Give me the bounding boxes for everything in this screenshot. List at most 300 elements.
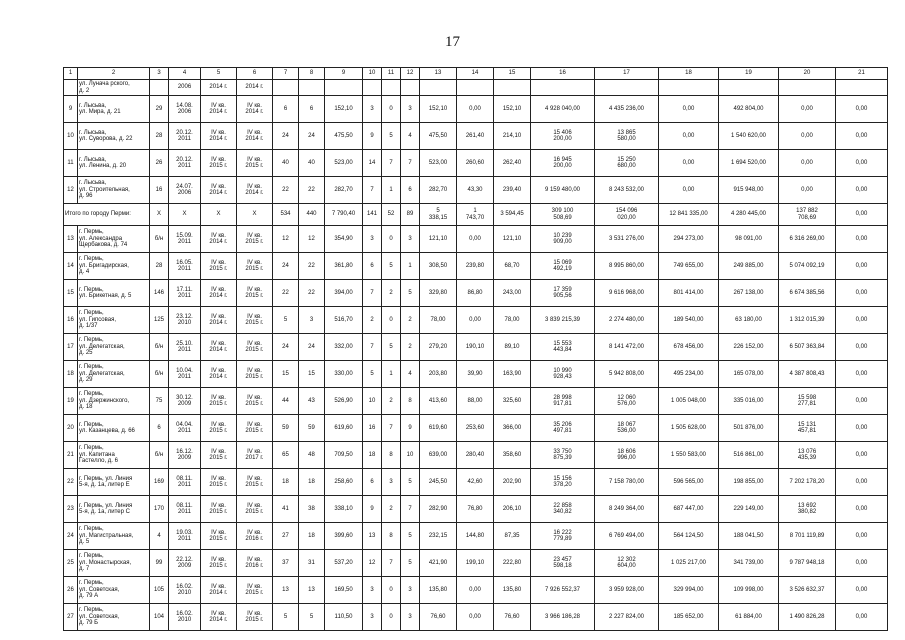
table-cell: 2014 г. — [237, 80, 273, 96]
table-cell: 341 739,00 — [719, 550, 779, 577]
table-cell: X — [201, 204, 237, 226]
table-cell: 190,10 — [457, 334, 494, 361]
table-row — [64, 415, 888, 442]
table-cell: 6 — [363, 469, 382, 496]
table-cell: 13 692 380,82 — [779, 496, 836, 523]
table-row — [64, 334, 888, 361]
table-cell: 152,10 — [420, 96, 457, 123]
table-cell: IV кв. 2015 г. — [237, 307, 273, 334]
table-cell: 239,80 — [457, 253, 494, 280]
table-row — [64, 604, 888, 631]
table-cell: 08.11. 2011 — [169, 496, 201, 523]
table-cell — [836, 80, 888, 96]
table-cell: 41 — [273, 496, 299, 523]
column-header-13: 13 — [420, 68, 457, 80]
table-cell: 329,80 — [420, 280, 457, 307]
table-cell: 3 966 186,28 — [531, 604, 595, 631]
table-cell: IV кв. 2015 г. — [237, 469, 273, 496]
table-cell: 99 — [150, 550, 169, 577]
table-cell: 9 616 968,00 — [595, 280, 659, 307]
table-cell: 202,90 — [494, 469, 531, 496]
table-cell: 13 — [64, 226, 78, 253]
table-cell: 17.11. 2011 — [169, 280, 201, 307]
table-row — [64, 80, 888, 96]
table-cell: 15 598 277,81 — [779, 388, 836, 415]
address-cell: г. Лысьва, ул. Ленина, д. 20 — [78, 150, 150, 177]
table-cell: 2 227 824,00 — [595, 604, 659, 631]
table-cell — [363, 80, 382, 96]
table-cell: 915 948,00 — [719, 177, 779, 204]
table-cell: 24 — [299, 334, 325, 361]
table-cell: 8 243 532,00 — [595, 177, 659, 204]
table-cell: 1 025 217,00 — [659, 550, 719, 577]
table-row — [64, 550, 888, 577]
table-cell — [299, 80, 325, 96]
table-cell: 7 — [382, 415, 401, 442]
table-cell: 308,50 — [420, 253, 457, 280]
table-cell: 0,00 — [457, 577, 494, 604]
table-cell: 12 — [64, 177, 78, 204]
table-row — [64, 496, 888, 523]
table-cell: 3 959 928,00 — [595, 577, 659, 604]
table-cell: 30.12. 2009 — [169, 388, 201, 415]
table-cell: 15 — [299, 361, 325, 388]
table-cell: 639,00 — [420, 442, 457, 469]
table-cell: 88,00 — [457, 388, 494, 415]
table-cell: 18 067 536,00 — [595, 415, 659, 442]
table-cell: 43 — [299, 388, 325, 415]
table-cell: 15 250 680,00 — [595, 150, 659, 177]
table-cell: 332,00 — [325, 334, 363, 361]
table-cell: 501 876,00 — [719, 415, 779, 442]
table-cell: 19 — [64, 388, 78, 415]
table-cell: IV кв. 2014 г. — [237, 177, 273, 204]
table-cell: 495 234,00 — [659, 361, 719, 388]
table-cell: 537,20 — [325, 550, 363, 577]
table-cell: 146 — [150, 280, 169, 307]
table-cell: 7 — [382, 150, 401, 177]
table-cell: 7 158 780,00 — [595, 469, 659, 496]
table-cell: 9 159 480,00 — [531, 177, 595, 204]
table-cell: 8 141 472,00 — [595, 334, 659, 361]
table-cell: 5 — [401, 523, 420, 550]
table-cell: 22 858 340,82 — [531, 496, 595, 523]
table-cell: 5 074 092,19 — [779, 253, 836, 280]
table-cell: б/н — [150, 226, 169, 253]
table-row — [64, 226, 888, 253]
table-cell: 22 — [299, 177, 325, 204]
table-row — [64, 96, 888, 123]
table-cell: IV кв. 2015 г. — [201, 388, 237, 415]
table-cell: 4 — [150, 523, 169, 550]
table-cell: 0,00 — [836, 361, 888, 388]
table-cell: 189 540,00 — [659, 307, 719, 334]
table-cell: 2 274 480,00 — [595, 307, 659, 334]
table-cell: 4 435 236,00 — [595, 96, 659, 123]
table-cell: 12 302 604,00 — [595, 550, 659, 577]
table-cell: 1 312 015,39 — [779, 307, 836, 334]
table-cell: 361,80 — [325, 253, 363, 280]
table-cell: 3 — [401, 604, 420, 631]
table-cell: 0 — [382, 226, 401, 253]
table-cell: 5 — [382, 334, 401, 361]
table-cell: 199,10 — [457, 550, 494, 577]
table-cell: 15 131 457,81 — [779, 415, 836, 442]
table-cell: IV кв. 2015 г. — [237, 280, 273, 307]
table-cell: 3 — [363, 96, 382, 123]
table-cell: 59 — [299, 415, 325, 442]
address-cell: г. Пермь, ул. Бригадирская, д. 4 — [78, 253, 150, 280]
table-cell: 24 — [273, 123, 299, 150]
table-cell: 22 — [273, 177, 299, 204]
table-cell: IV кв. 2017 г. — [237, 442, 273, 469]
column-header-8: 8 — [299, 68, 325, 80]
table-cell: 0,00 — [457, 226, 494, 253]
table-cell: 27 — [64, 604, 78, 631]
table-cell: 8 — [401, 388, 420, 415]
column-header-5: 5 — [201, 68, 237, 80]
table-cell — [457, 80, 494, 96]
table-cell: 2 — [382, 280, 401, 307]
table-cell: 709,50 — [325, 442, 363, 469]
table-cell: 523,00 — [420, 150, 457, 177]
table-cell: 9 787 948,18 — [779, 550, 836, 577]
table-cell: 23 — [64, 496, 78, 523]
table-cell: 6 — [363, 253, 382, 280]
table-cell — [325, 80, 363, 96]
table-cell: IV кв. 2015 г. — [237, 415, 273, 442]
table-cell: X — [169, 204, 201, 226]
table-cell: IV кв. 2014 г. — [237, 123, 273, 150]
table-row — [64, 150, 888, 177]
table-cell: 0,00 — [836, 253, 888, 280]
table-cell: 309 100 508,69 — [531, 204, 595, 226]
table-cell: 109 998,00 — [719, 577, 779, 604]
table-cell: 125 — [150, 307, 169, 334]
table-cell — [64, 80, 78, 96]
table-cell: 12 841 335,00 — [659, 204, 719, 226]
table-cell: IV кв. 2015 г. — [201, 550, 237, 577]
table-cell: 0,00 — [836, 150, 888, 177]
table-cell: IV кв. 2015 г. — [201, 253, 237, 280]
address-cell: г. Пермь, ул. Советская, д. 79 Б — [78, 604, 150, 631]
table-cell: 8 — [382, 442, 401, 469]
table-cell: 9 — [363, 123, 382, 150]
table-row — [64, 442, 888, 469]
table-cell: 48 — [299, 442, 325, 469]
address-cell: г. Пермь, ул. Казанцева, д. 66 — [78, 415, 150, 442]
table-cell: 338,10 — [325, 496, 363, 523]
table-cell: 59 — [273, 415, 299, 442]
table-cell: IV кв. 2015 г. — [237, 496, 273, 523]
table-cell: 10.04. 2011 — [169, 361, 201, 388]
table-cell: 329 994,00 — [659, 577, 719, 604]
table-cell: 475,50 — [420, 123, 457, 150]
table-cell: IV кв. 2015 г. — [237, 361, 273, 388]
table-cell: 22.12. 2009 — [169, 550, 201, 577]
column-header-20: 20 — [779, 68, 836, 80]
table-row — [64, 577, 888, 604]
table-cell: 15 — [64, 280, 78, 307]
table-cell: 749 655,00 — [659, 253, 719, 280]
table-cell: 24 — [273, 253, 299, 280]
table-cell: 26 — [64, 577, 78, 604]
table-cell: 20.12. 2011 — [169, 123, 201, 150]
table-cell: 6 — [273, 96, 299, 123]
table-cell: IV кв. 2014 г. — [201, 226, 237, 253]
table-cell: 6 — [150, 415, 169, 442]
table-cell: 0,00 — [836, 280, 888, 307]
table-cell: 7 202 178,20 — [779, 469, 836, 496]
column-header-18: 18 — [659, 68, 719, 80]
table-cell: 89 — [401, 204, 420, 226]
table-cell: 16.05. 2011 — [169, 253, 201, 280]
table-cell: 282,70 — [420, 177, 457, 204]
table-cell: 40 — [299, 150, 325, 177]
table-cell: 33 750 875,39 — [531, 442, 595, 469]
table-cell: IV кв. 2015 г. — [201, 469, 237, 496]
table-cell: 28 — [150, 253, 169, 280]
column-header-6: 6 — [237, 68, 273, 80]
table-cell: 399,60 — [325, 523, 363, 550]
address-cell: г. Пермь, ул. Александра Щербакова, д. 74 — [78, 226, 150, 253]
address-cell: г. Пермь, ул. Линия 5-я, д. 1а, литер С — [78, 496, 150, 523]
table-cell: 7 — [401, 150, 420, 177]
column-header-4: 4 — [169, 68, 201, 80]
table-cell: 04.04. 2011 — [169, 415, 201, 442]
column-header-7: 7 — [273, 68, 299, 80]
table-cell: 279,20 — [420, 334, 457, 361]
table-cell: 9 — [401, 415, 420, 442]
column-header-9: 9 — [325, 68, 363, 80]
table-cell: 16.12. 2009 — [169, 442, 201, 469]
table-cell: IV кв. 2015 г. — [237, 604, 273, 631]
table-cell: 12 060 576,00 — [595, 388, 659, 415]
table-cell: 28 998 917,81 — [531, 388, 595, 415]
table-cell: 169,50 — [325, 577, 363, 604]
table-cell: 10 — [64, 123, 78, 150]
table-cell: IV кв. 2014 г. — [201, 123, 237, 150]
table-cell: IV кв. 2014 г. — [201, 334, 237, 361]
table-cell: 3 839 215,39 — [531, 307, 595, 334]
table-cell: 262,40 — [494, 150, 531, 177]
page-number: 17 — [445, 34, 460, 50]
table-cell: 16 — [363, 415, 382, 442]
column-header-21: 21 — [836, 68, 888, 80]
table-cell: 8 — [382, 523, 401, 550]
table-cell: 17 359 905,56 — [531, 280, 595, 307]
table-cell — [531, 80, 595, 96]
table-cell — [779, 80, 836, 96]
table-cell: 22 — [273, 280, 299, 307]
table-row — [64, 177, 888, 204]
table-cell: 169 — [150, 469, 169, 496]
address-cell: г. Пермь, ул. Советская, д. 79 А — [78, 577, 150, 604]
table-cell: 1 490 826,28 — [779, 604, 836, 631]
table-cell: 0 — [382, 604, 401, 631]
table-cell: 0,00 — [836, 523, 888, 550]
table-cell: 14.08. 2006 — [169, 96, 201, 123]
table-cell: 7 790,40 — [325, 204, 363, 226]
table-cell: 13 076 435,39 — [779, 442, 836, 469]
table-cell: 5 — [299, 604, 325, 631]
table-cell: 0,00 — [836, 123, 888, 150]
address-cell: г. Пермь, ул. Делегатская, д. 29 — [78, 361, 150, 388]
table-cell: 14 — [363, 150, 382, 177]
table-cell: 3 — [401, 577, 420, 604]
table-cell: 154 096 020,00 — [595, 204, 659, 226]
table-cell: IV кв. 2014 г. — [201, 307, 237, 334]
table-cell: 5 942 808,00 — [595, 361, 659, 388]
table-cell: 3 — [299, 307, 325, 334]
table-cell: 0 — [382, 577, 401, 604]
table-cell: 11 — [64, 150, 78, 177]
table-cell: IV кв. 2015 г. — [201, 496, 237, 523]
table-cell: 243,00 — [494, 280, 531, 307]
table-cell: 3 — [401, 96, 420, 123]
table-cell: 18 606 996,00 — [595, 442, 659, 469]
table-cell: 98 091,00 — [719, 226, 779, 253]
table-cell: 35 206 497,81 — [531, 415, 595, 442]
table-cell: 2 — [382, 496, 401, 523]
table-cell: 86,80 — [457, 280, 494, 307]
table-cell: 61 884,00 — [719, 604, 779, 631]
table-cell: 5 — [273, 307, 299, 334]
column-header-2: 2 — [78, 68, 150, 80]
table-cell: 249 885,00 — [719, 253, 779, 280]
table-cell — [420, 80, 457, 96]
table-cell: 5 — [401, 280, 420, 307]
table-cell: IV кв. 2015 г. — [237, 253, 273, 280]
table-cell — [382, 80, 401, 96]
table-cell: 7 — [363, 280, 382, 307]
table-cell: 440 — [299, 204, 325, 226]
table-cell: 43,30 — [457, 177, 494, 204]
table-cell — [659, 80, 719, 96]
table-cell: 12 — [273, 226, 299, 253]
table-cell: 358,60 — [494, 442, 531, 469]
table-cell: 1 694 520,00 — [719, 150, 779, 177]
table-cell: 24 — [273, 334, 299, 361]
table-cell: 37 — [273, 550, 299, 577]
table-cell: 3 — [401, 226, 420, 253]
table-cell: 141 — [363, 204, 382, 226]
table-cell: 354,90 — [325, 226, 363, 253]
table-cell: 5 — [382, 253, 401, 280]
table-cell: 18 — [273, 469, 299, 496]
table-cell: 5 — [363, 361, 382, 388]
table-cell: 7 — [363, 177, 382, 204]
table-cell: 330,00 — [325, 361, 363, 388]
column-header-14: 14 — [457, 68, 494, 80]
table-cell: 15 069 492,19 — [531, 253, 595, 280]
table-cell: 18 — [363, 442, 382, 469]
table-cell: 3 — [363, 577, 382, 604]
table-cell: 596 565,00 — [659, 469, 719, 496]
table-cell: 75 — [150, 388, 169, 415]
table-cell: 135,80 — [494, 577, 531, 604]
table-cell: 4 — [401, 123, 420, 150]
table-cell: 2014 г. — [201, 80, 237, 96]
table-cell: 0,00 — [836, 496, 888, 523]
table-cell: 294 273,00 — [659, 226, 719, 253]
table-cell — [273, 80, 299, 96]
table-cell: 28 — [150, 123, 169, 150]
table-cell: 121,10 — [494, 226, 531, 253]
city-total-row — [64, 204, 888, 226]
table-row — [64, 307, 888, 334]
column-header-12: 12 — [401, 68, 420, 80]
total-label-cell: Итого по городу Перми: — [64, 204, 150, 226]
table-cell: 78,00 — [420, 307, 457, 334]
table-cell: 152,10 — [325, 96, 363, 123]
table-cell: 10 — [363, 388, 382, 415]
table-cell: 29 — [150, 96, 169, 123]
table-cell: 4 387 808,43 — [779, 361, 836, 388]
table-cell: 619,60 — [420, 415, 457, 442]
column-header-1: 1 — [64, 68, 78, 80]
table-cell: 42,60 — [457, 469, 494, 496]
address-cell: г. Лысьва, ул. Строительная, д. 96 — [78, 177, 150, 204]
table-cell: 6 — [299, 96, 325, 123]
table-cell: 5 — [401, 550, 420, 577]
table-cell: 4 928 040,00 — [531, 96, 595, 123]
table-cell: 104 — [150, 604, 169, 631]
table-cell — [401, 80, 420, 96]
table-cell: IV кв. 2014 г. — [201, 177, 237, 204]
table-cell: 0,00 — [836, 226, 888, 253]
table-cell: 421,90 — [420, 550, 457, 577]
table-cell: б/н — [150, 361, 169, 388]
table-cell: 6 507 363,84 — [779, 334, 836, 361]
table-cell: 89,10 — [494, 334, 531, 361]
table-cell: 15 — [273, 361, 299, 388]
table-cell: 0 — [382, 96, 401, 123]
table-cell: 3 — [363, 226, 382, 253]
table-cell: 165 078,00 — [719, 361, 779, 388]
table-cell: 185 652,00 — [659, 604, 719, 631]
table-cell: 282,70 — [325, 177, 363, 204]
table-cell: 22 — [299, 253, 325, 280]
table-cell: 1 540 620,00 — [719, 123, 779, 150]
table-cell: 17 — [64, 334, 78, 361]
table-row — [64, 361, 888, 388]
table-cell: 63 180,00 — [719, 307, 779, 334]
table-cell: 25 — [64, 550, 78, 577]
table-cell: 40 — [273, 150, 299, 177]
table-cell: 105 — [150, 577, 169, 604]
table-cell: 0,00 — [457, 96, 494, 123]
column-header-10: 10 — [363, 68, 382, 80]
table-cell: 2 — [401, 307, 420, 334]
table-cell: 4 280 445,00 — [719, 204, 779, 226]
table-cell: 3 — [382, 469, 401, 496]
table-cell: 26 — [150, 150, 169, 177]
table-cell: 6 — [401, 177, 420, 204]
table-cell: 516,70 — [325, 307, 363, 334]
table-cell: 121,10 — [420, 226, 457, 253]
address-cell: г. Пермь, ул. Брикетная, д. 5 — [78, 280, 150, 307]
table-cell: 325,60 — [494, 388, 531, 415]
table-row — [64, 523, 888, 550]
table-cell: 25.10. 2011 — [169, 334, 201, 361]
table-cell: 76,60 — [420, 604, 457, 631]
table-cell: 267 138,00 — [719, 280, 779, 307]
table-cell: 13 — [299, 577, 325, 604]
table-cell: IV кв. 2014 г. — [201, 577, 237, 604]
table-cell: 16 — [64, 307, 78, 334]
table-cell: 188 041,50 — [719, 523, 779, 550]
